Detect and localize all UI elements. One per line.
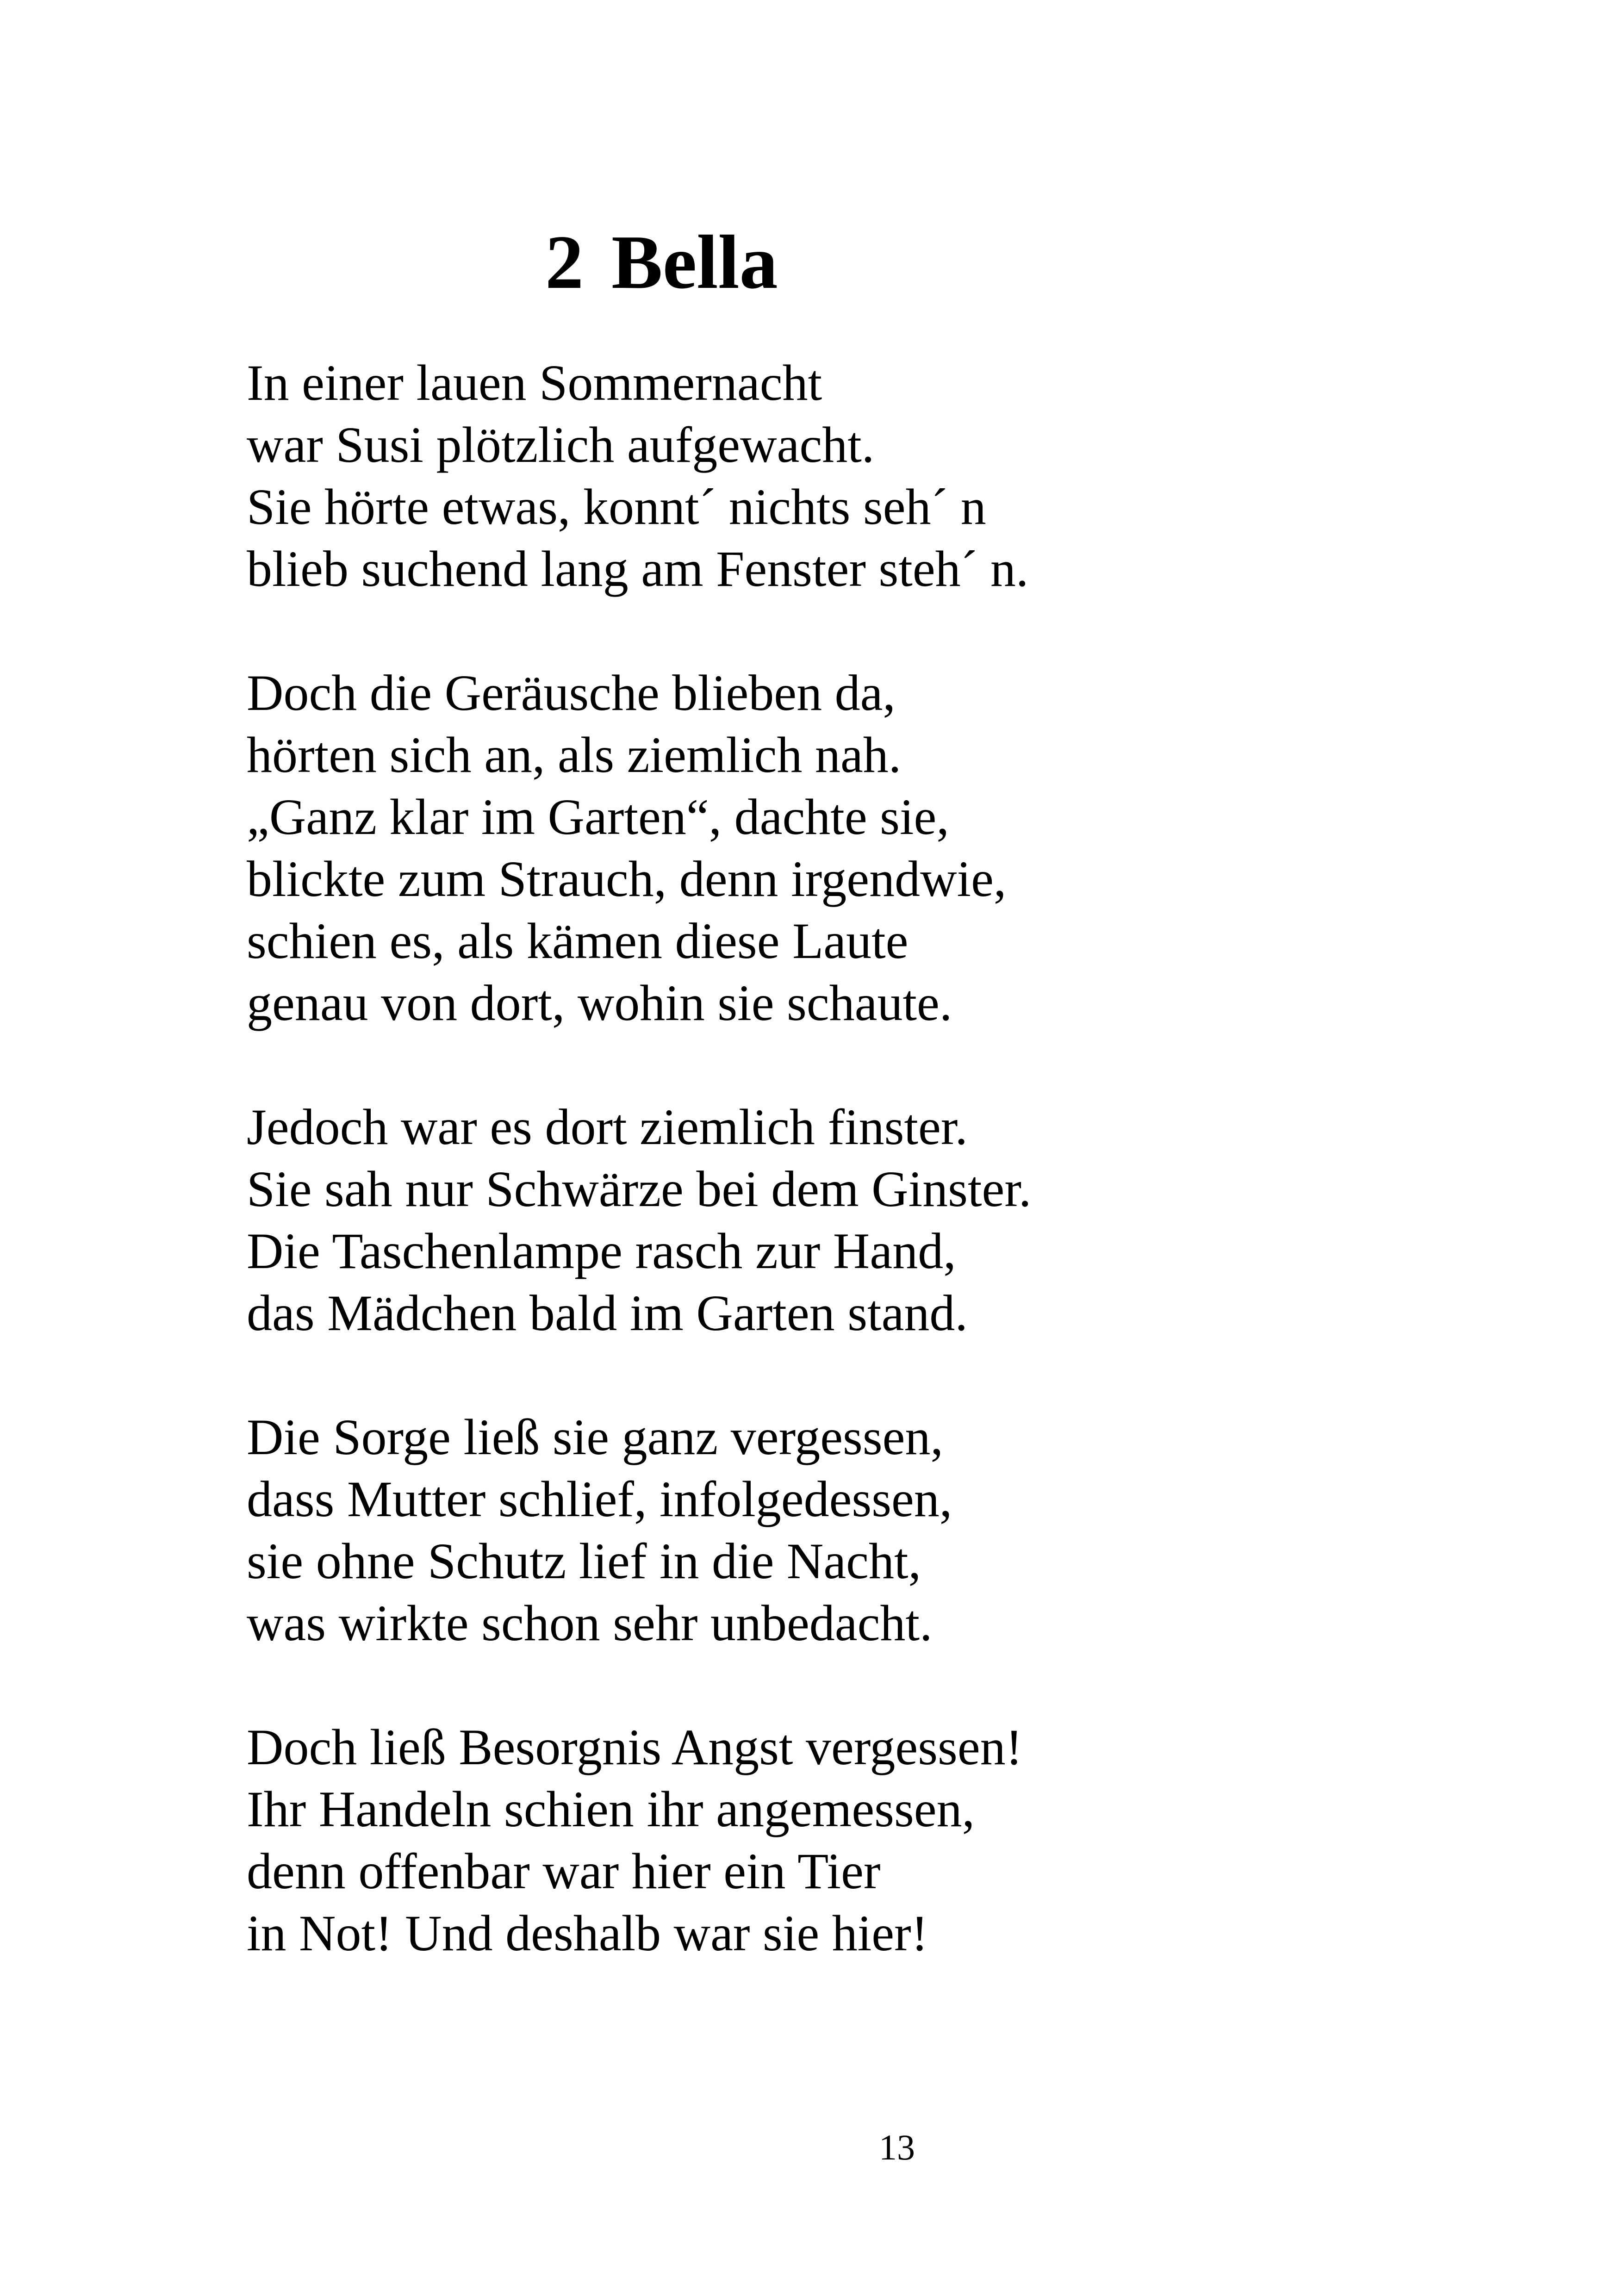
verse-line: das Mädchen bald im Garten stand. bbox=[247, 1285, 968, 1341]
stanza-2 bbox=[247, 662, 1404, 1034]
stanza-5 bbox=[247, 1716, 1404, 1964]
poem bbox=[247, 352, 1404, 2026]
chapter-title bbox=[545, 216, 778, 308]
verse-line: denn offenbar war hier ein Tier bbox=[247, 1843, 881, 1899]
verse-line: in Not! Und deshalb war sie hier! bbox=[247, 1905, 928, 1961]
verse-line: Die Taschenlampe rasch zur Hand, bbox=[247, 1223, 956, 1279]
stanza-3 bbox=[247, 1096, 1404, 1344]
verse-line: blieb suchend lang am Fenster steh´ n. bbox=[247, 541, 1029, 597]
page-number: 13 bbox=[879, 2127, 915, 2167]
verse-line: Sie sah nur Schwärze bei dem Ginster. bbox=[247, 1161, 1032, 1217]
verse-line: war Susi plötzlich aufgewacht. bbox=[247, 417, 875, 473]
stanza-1 bbox=[247, 352, 1404, 600]
chapter-name: Bella bbox=[611, 219, 778, 305]
verse-line: Die Sorge ließ sie ganz vergessen, bbox=[247, 1409, 943, 1465]
verse-line: sie ohne Schutz lief in die Nacht, bbox=[247, 1533, 921, 1589]
verse-line: Jedoch war es dort ziemlich finster. bbox=[247, 1099, 968, 1155]
verse-line: Ihr Handeln schien ihr angemessen, bbox=[247, 1781, 975, 1837]
stanza-4 bbox=[247, 1406, 1404, 1654]
verse-line: dass Mutter schlief, infolgedessen, bbox=[247, 1471, 952, 1527]
verse-line: hörten sich an, als ziemlich nah. bbox=[247, 727, 902, 783]
verse-line: „Ganz klar im Garten“, dachte sie, bbox=[247, 789, 949, 845]
verse-line: In einer lauen Sommernacht bbox=[247, 355, 822, 411]
verse-line: blickte zum Strauch, denn irgendwie, bbox=[247, 851, 1007, 907]
chapter-number: 2 bbox=[545, 219, 584, 305]
verse-line: Sie hörte etwas, konnt´ nichts seh´ n bbox=[247, 479, 986, 535]
verse-line: Doch die Geräusche blieben da, bbox=[247, 665, 896, 721]
verse-line: schien es, als kämen diese Laute bbox=[247, 913, 909, 969]
verse-line: genau von dort, wohin sie schaute. bbox=[247, 975, 952, 1031]
verse-line: was wirkte schon sehr unbedacht. bbox=[247, 1595, 933, 1651]
verse-line: Doch ließ Besorgnis Angst vergessen! bbox=[247, 1719, 1023, 1775]
